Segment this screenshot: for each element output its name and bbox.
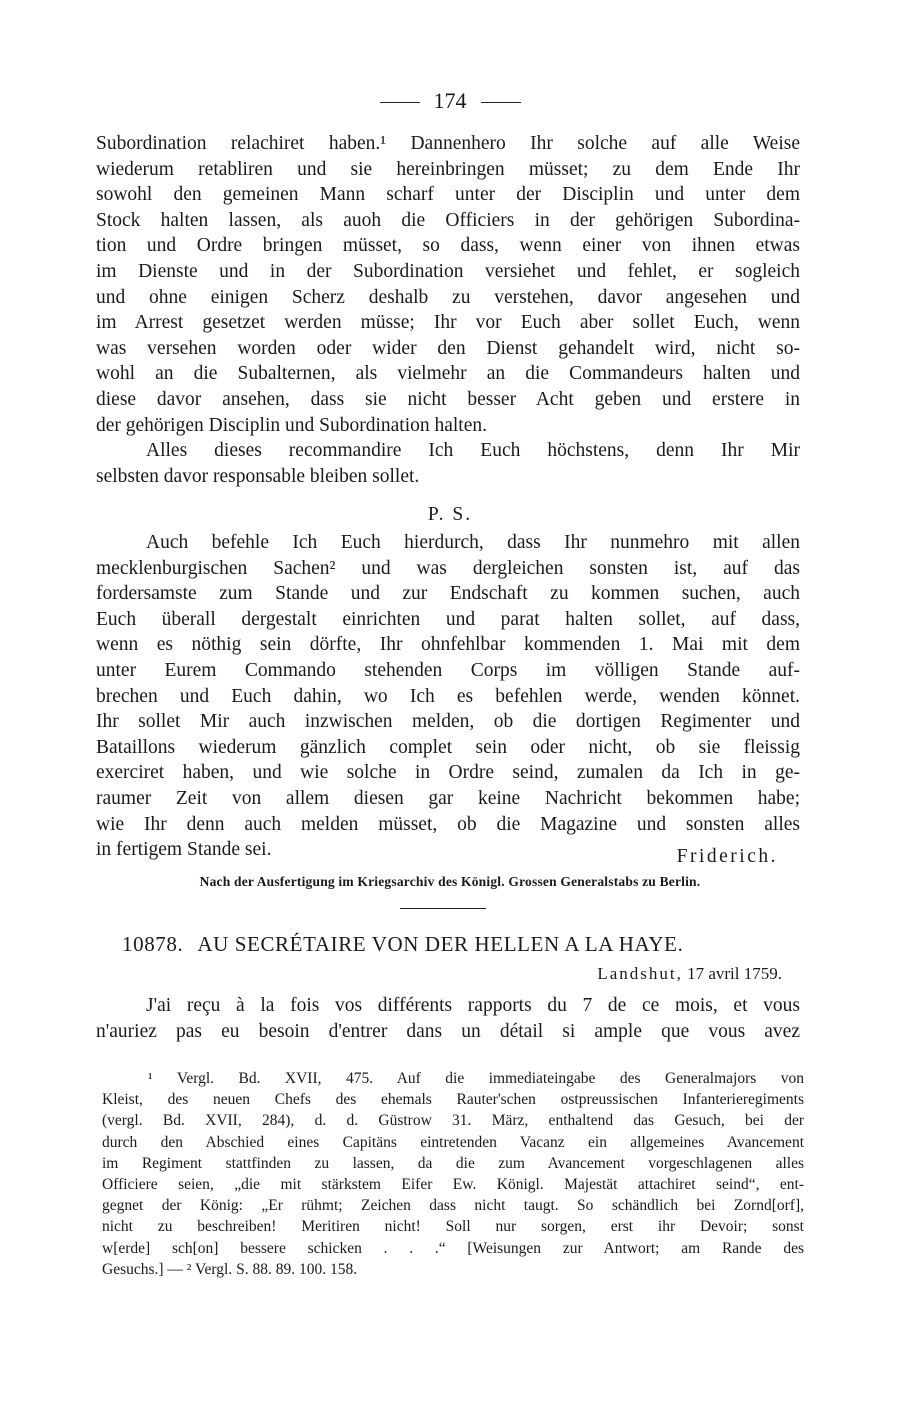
text-line: unter Eurem Commando stehenden Corps im völligen Stande auf- [96, 659, 800, 681]
text-line: Alles dieses recommandire Ich Euch höchstens, denn Ihr Mir [146, 440, 800, 461]
ps-heading: P. S. [427, 504, 473, 525]
ps-paragraph [96, 530, 800, 863]
page-header [0, 86, 900, 116]
text-line: diese davor ansehen, dass sie nicht besser Acht geben und erstere in [96, 388, 800, 410]
text-line: im Regiment stattfinden zu lassen, da die zum Avancement vorgeschlagenen alles [102, 1154, 804, 1172]
footnotes [102, 1068, 804, 1280]
dateline-date: 17 avril 1759. [687, 964, 782, 983]
text-line: was versehen worden oder wider den Dienst gehandelt wird, nicht so- [96, 337, 800, 359]
text-line: gegnet der König: „Er rühmt; Zeichen dass nicht taugt. So schändlich bei Zornd[orf], [102, 1197, 804, 1215]
main-paragraph [96, 131, 800, 438]
letter-paragraph [96, 993, 800, 1044]
text-line: n'auriez pas eu besoin d'entrer dans un détail si ample que vous avez [96, 1020, 800, 1042]
text-line: Subordination relachiret haben.¹ Dannenhero Ihr solche auf alle Weise [96, 133, 800, 154]
text-line: exerciret haben, und wie solche in Ordre seind, zumalen da Ich in ge- [96, 762, 800, 784]
text-line: Auch befehle Ich Euch hierdurch, dass Ihr nunmehro mit allen [146, 532, 800, 553]
text-line: J'ai reçu à la fois vos différents rapports du 7 de ce mois, et vous [146, 995, 800, 1016]
text-line: wohl an die Subalternen, als vielmehr an die Commandeurs halten und [96, 363, 800, 385]
text-line: wiederum retabliren und sie hereinbringen müsset; zu dem Ende Ihr [96, 158, 800, 180]
text-line: im Dienste und in der Subordination versiehet und fehlet, er sogleich [96, 260, 800, 282]
text-line: Bataillons wiederum gänzlich complet sein oder nicht, ob sie fleissig [96, 736, 800, 758]
text-line: Gesuchs.] — ² Vergl. S. 88. 89. 100. 158. [102, 1260, 358, 1278]
text-line: (vergl. Bd. XVII, 284), d. d. Güstrow 31. März, enthaltend das Gesuch, bei der [102, 1112, 804, 1130]
document-number: 10878. [122, 932, 184, 956]
header-dash-left [380, 102, 420, 103]
text-line: durch den Abschied eines Capitäns eintretenden Vacanz ein allgemeines Avancement [102, 1133, 804, 1151]
text-line: und ohne einigen Scherz deshalb zu verstehen, davor angesehen und [96, 286, 800, 308]
text-line: mecklenburgischen Sachen² und was dergleichen sonsten ist, auf das [96, 557, 800, 579]
header-dash-right [481, 102, 521, 103]
signature: Friderich. [676, 846, 778, 867]
text-line: tion und Ordre bringen müsset, so dass, wenn einer von ihnen etwas [96, 235, 800, 257]
text-line: sowohl den gemeinen Mann scharf unter der Disciplin und unter dem [96, 184, 800, 206]
text-line: der gehörigen Disciplin und Subordination halten. [96, 414, 488, 436]
text-line: ¹ Vergl. Bd. XVII, 475. Auf die immediateingabe des Generalmajors von [148, 1070, 804, 1087]
closing-paragraph [96, 438, 800, 489]
text-line: Euch überall dergestalt einrichten und parat halten sollet, auf dass, [96, 608, 800, 630]
section-divider [400, 908, 486, 909]
text-line: selbsten davor responsable bleiben sollet. [96, 465, 420, 487]
text-line: fordersamste zum Stande und zur Endschaft zu kommen suchen, auch [96, 583, 800, 605]
page-number: 174 [433, 88, 467, 113]
text-line: Stock halten lassen, als auoh die Officiers in der gehörigen Subordina- [96, 209, 800, 231]
text-line: w[erde] sch[on] bessere schicken . . .“ [Weisungen zur Antwort; am Rande des [102, 1239, 804, 1257]
text-line: brechen und Euch dahin, wo Ich es befehlen werde, wenden könnet. [96, 685, 800, 707]
text-line: nicht zu beschreiben! Meritiren nicht! Soll nur sorgen, erst ihr Devoir; sonst [102, 1218, 804, 1236]
text-line: wenn es nöthig sein dörfte, Ihr ohnfehlbar kommenden 1. Mai mit dem [96, 634, 800, 656]
text-line: Officiere seien, „die mit stärkstem Eifer Ew. Königl. Majestät attachiret seind“, ent- [102, 1175, 804, 1193]
document-title: AU SECRÉTAIRE VON DER HELLEN A LA HAYE. [197, 932, 684, 956]
text-line: in fertigem Stande sei. [96, 839, 272, 861]
dateline [597, 964, 782, 984]
dateline-place: Landshut, [597, 964, 683, 983]
text-line: wie Ihr denn auch melden müsset, ob die Magazine und sonsten alles [96, 813, 800, 835]
text-line: Ihr sollet Mir auch inzwischen melden, ob die dortigen Regimenter und [96, 711, 800, 733]
document-heading [122, 932, 802, 957]
source-note: Nach der Ausfertigung im Kriegsarchiv des Königl. Grossen Generalstabs zu Berlin. [199, 874, 701, 889]
text-line: Kleist, des neuen Chefs des ehemals Rauter'schen ostpreussischen Infanterieregiments [102, 1091, 804, 1109]
text-line: raumer Zeit von allem diesen gar keine Nachricht bekommen habe; [96, 787, 800, 809]
text-line: im Arrest gesetzet werden müsse; Ihr vor Euch aber sollet Euch, wenn [96, 312, 800, 334]
